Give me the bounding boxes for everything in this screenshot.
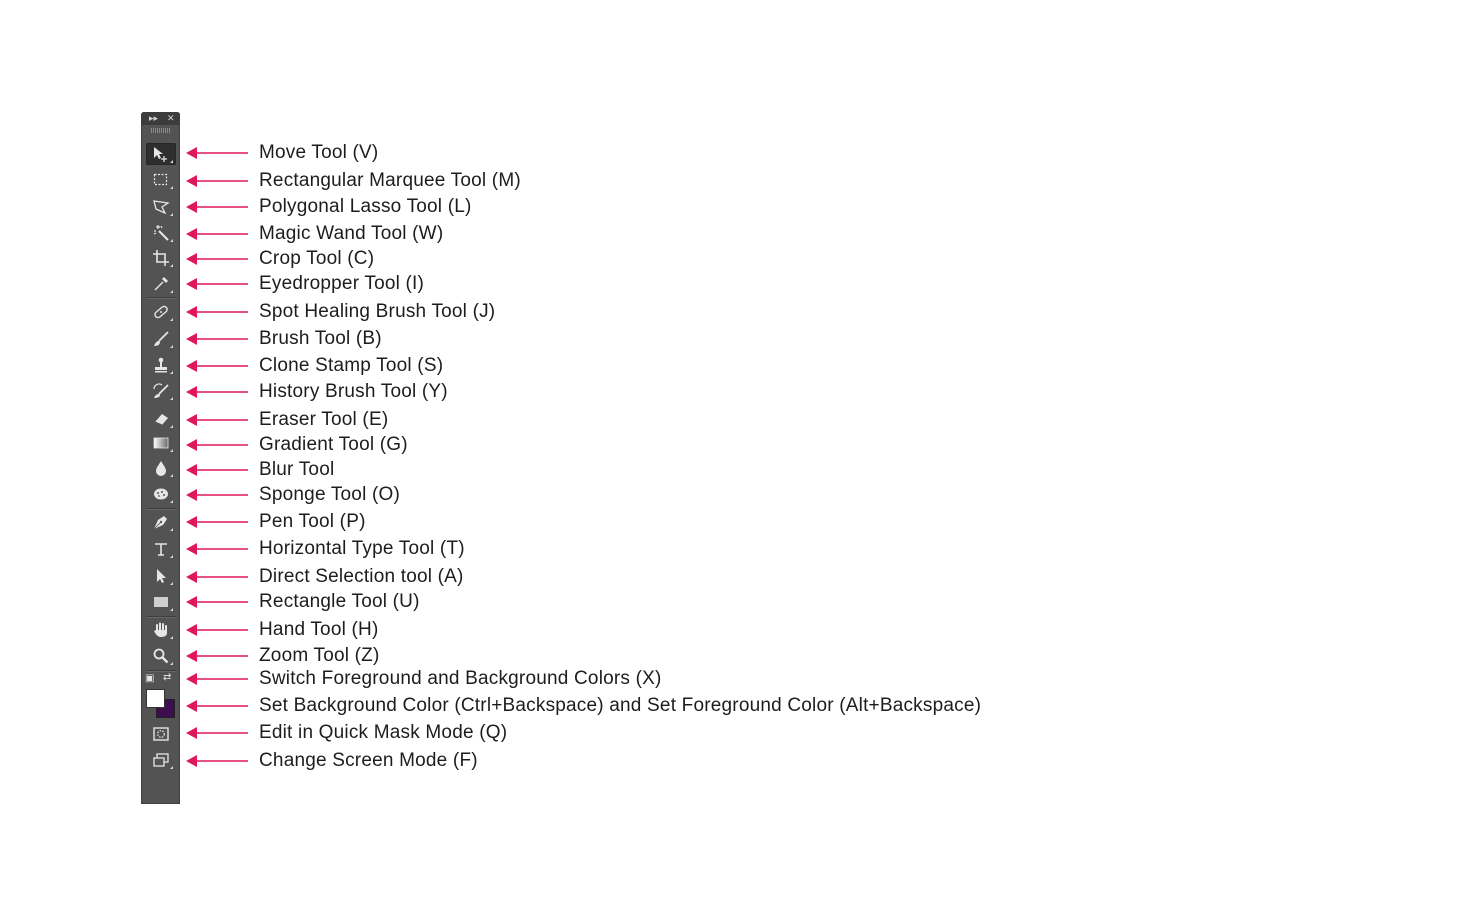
arrow-left-icon: [186, 463, 248, 477]
screen-mode-button[interactable]: [146, 749, 176, 771]
annotation-label: Brush Tool (B): [259, 328, 382, 349]
annotation-label: Change Screen Mode (F): [259, 750, 478, 771]
arrow-left-icon: [186, 413, 248, 427]
eyedropper-icon: [152, 275, 170, 293]
marquee-tool-button[interactable]: [146, 169, 176, 191]
annotation-label: Eraser Tool (E): [259, 409, 389, 430]
quick-mask-button[interactable]: [146, 723, 176, 745]
arrow-left-icon: [186, 754, 248, 768]
marquee-icon: [152, 171, 170, 189]
arrow-left-icon: [186, 595, 248, 609]
magic-wand-tool-button[interactable]: [146, 222, 176, 244]
type-icon: [152, 540, 170, 558]
annotation-label: Set Background Color (Ctrl+Backspace) and Set Foreground Color (Alt+Backspace): [259, 695, 982, 716]
arrow-left-icon: [186, 200, 248, 214]
annotation-label: Eyedropper Tool (I): [259, 273, 425, 294]
annotation-label: Polygonal Lasso Tool (L): [259, 196, 472, 217]
arrow-left-icon: [186, 359, 248, 373]
pen-tool-button[interactable]: [146, 511, 176, 533]
arrow-left-icon: [186, 542, 248, 556]
eraser-tool-button[interactable]: [146, 408, 176, 430]
move-tool-button[interactable]: [146, 143, 176, 165]
gradient-tool-button[interactable]: [146, 432, 176, 454]
sponge-icon: [152, 485, 170, 503]
tool-separator: [146, 670, 176, 672]
arrow-left-icon: [186, 227, 248, 241]
zoom-icon: [152, 647, 170, 665]
magic-wand-icon: [152, 224, 170, 242]
arrow-left-icon: [186, 570, 248, 584]
tool-separator: [146, 616, 176, 618]
arrow-left-icon: [186, 174, 248, 188]
quick-mask-icon: [152, 725, 170, 743]
crop-icon: [152, 249, 170, 267]
pen-icon: [152, 513, 170, 531]
lasso-tool-button[interactable]: [146, 196, 176, 218]
hand-tool-button[interactable]: [146, 619, 176, 641]
eraser-icon: [152, 410, 170, 428]
move-icon: [152, 145, 170, 163]
arrow-left-icon: [186, 623, 248, 637]
arrow-left-icon: [186, 146, 248, 160]
arrow-left-icon: [186, 515, 248, 529]
gradient-icon: [152, 434, 170, 452]
history-brush-tool-button[interactable]: [146, 380, 176, 402]
eyedropper-tool-button[interactable]: [146, 273, 176, 295]
tool-separator: [146, 508, 176, 510]
zoom-tool-button[interactable]: [146, 645, 176, 667]
double-chevron-right-icon[interactable]: ▸▸: [149, 113, 159, 123]
blur-tool-button[interactable]: [146, 457, 176, 479]
lasso-icon: [152, 198, 170, 216]
arrow-left-icon: [186, 305, 248, 319]
bandage-icon: [152, 303, 170, 321]
annotation-label: History Brush Tool (Y): [259, 381, 448, 402]
direct-selection-tool-button[interactable]: [146, 565, 176, 587]
arrow-left-icon: [186, 726, 248, 740]
annotation-label: Edit in Quick Mask Mode (Q): [259, 722, 508, 743]
rectangle-icon: [152, 593, 170, 611]
crop-tool-button[interactable]: [146, 247, 176, 269]
arrow-left-icon: [186, 649, 248, 663]
annotation-label: Pen Tool (P): [259, 511, 366, 532]
annotation-label: Spot Healing Brush Tool (J): [259, 301, 496, 322]
annotation-label: Rectangle Tool (U): [259, 591, 420, 612]
annotation-label: Gradient Tool (G): [259, 434, 408, 455]
arrow-left-icon: [186, 672, 248, 686]
sponge-tool-button[interactable]: [146, 483, 176, 505]
clone-stamp-tool-button[interactable]: [146, 354, 176, 376]
annotation-label: Clone Stamp Tool (S): [259, 355, 444, 376]
annotation-label: Move Tool (V): [259, 142, 379, 163]
annotation-label: Sponge Tool (O): [259, 484, 401, 505]
drop-icon: [152, 459, 170, 477]
annotation-label: Zoom Tool (Z): [259, 645, 380, 666]
history-brush-icon: [152, 382, 170, 400]
arrow-left-icon: [186, 488, 248, 502]
arrow-left-icon: [186, 332, 248, 346]
annotation-label: Blur Tool: [259, 459, 335, 480]
annotation-label: Direct Selection tool (A): [259, 566, 464, 587]
direct-select-icon: [152, 567, 170, 585]
brush-tool-button[interactable]: [146, 328, 176, 350]
type-tool-button[interactable]: [146, 538, 176, 560]
stamp-icon: [152, 356, 170, 374]
annotation-label: Magic Wand Tool (W): [259, 223, 444, 244]
annotation-label: Crop Tool (C): [259, 248, 375, 269]
close-icon[interactable]: ✕: [167, 113, 175, 123]
brush-icon: [152, 330, 170, 348]
arrow-left-icon: [186, 252, 248, 266]
annotation-label: Switch Foreground and Background Colors (X): [259, 668, 662, 689]
hand-icon: [152, 621, 170, 639]
arrow-left-icon: [186, 277, 248, 291]
panel-grip[interactable]: [151, 128, 170, 133]
annotation-label: Rectangular Marquee Tool (M): [259, 170, 521, 191]
arrow-left-icon: [186, 385, 248, 399]
annotation-label: Horizontal Type Tool (T): [259, 538, 465, 559]
foreground-color-swatch[interactable]: [146, 689, 165, 708]
rectangle-tool-button[interactable]: [146, 591, 176, 613]
spot-healing-tool-button[interactable]: [146, 301, 176, 323]
panel-header: [141, 112, 180, 125]
swap-colors-icon[interactable]: ⇄: [163, 672, 172, 683]
tool-separator: [146, 297, 176, 299]
annotation-label: Hand Tool (H): [259, 619, 379, 640]
default-colors-icon[interactable]: ▣: [145, 673, 155, 684]
arrow-left-icon: [186, 438, 248, 452]
screen-mode-icon: [152, 751, 170, 769]
arrow-left-icon: [186, 699, 248, 713]
